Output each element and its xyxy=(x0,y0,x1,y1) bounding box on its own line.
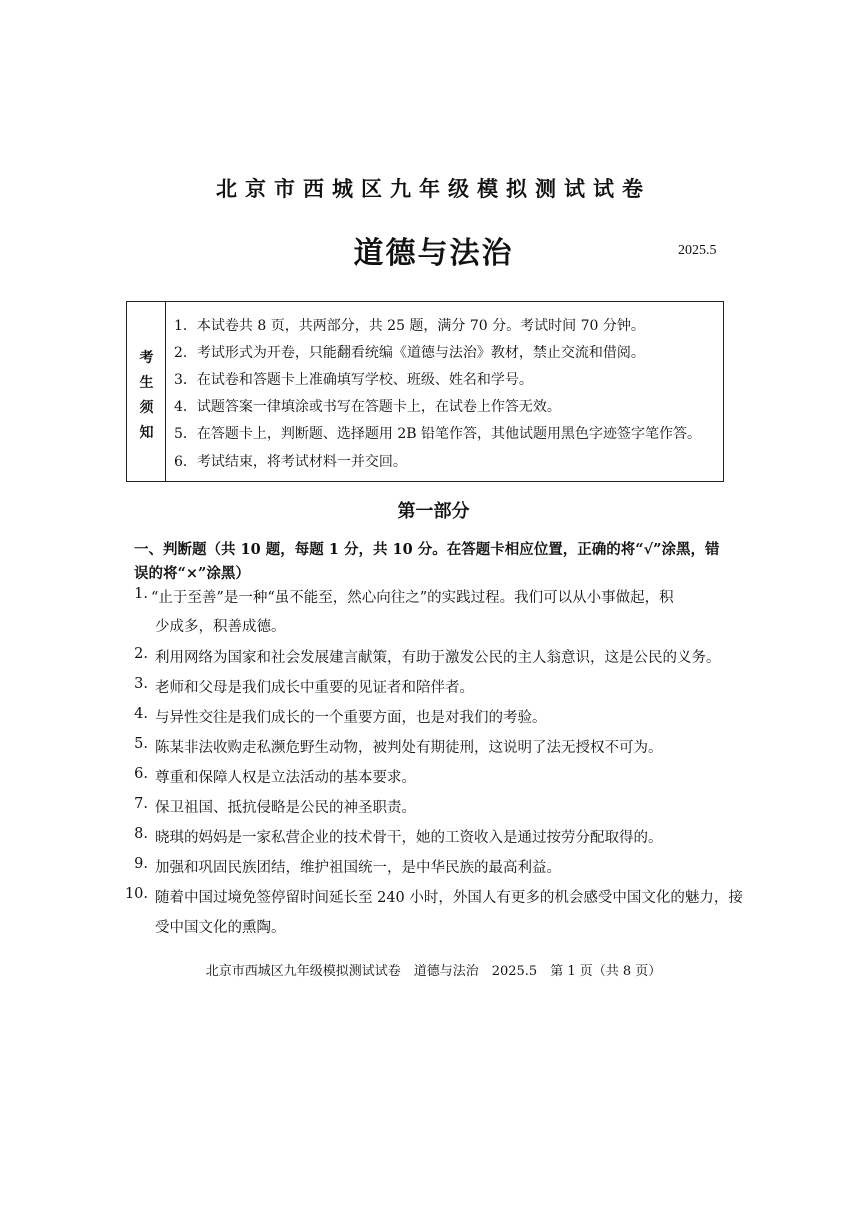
question-text: 陈某非法收购走私濒危野生动物，被判处有期徒刑，这说明了法无授权不可为。 xyxy=(155,740,663,756)
notice-label-column xyxy=(127,302,166,481)
question-number: 7. xyxy=(134,796,148,812)
question-number: 8. xyxy=(134,826,148,842)
notice-item: 4．试题答案一律填涂或书写在答题卡上，在试卷上作答无效。 xyxy=(174,399,561,415)
question-text: 晓琪的妈妈是一家私营企业的技术骨干，她的工资收入是通过按劳分配取得的。 xyxy=(155,830,663,846)
question-number: 4. xyxy=(134,706,148,722)
question-text: 加强和巩固民族团结，维护祖国统一，是中华民族的最高利益。 xyxy=(155,860,561,876)
notice-item: 5．在答题卡上，判断题、选择题用 2B 铅笔作答，其他试题用黑色字迹签字笔作答。 xyxy=(174,426,702,442)
question-text: 随着中国过境免签停留时间延长至 240 小时，外国人有更多的机会感受中国文化的魅力，接 xyxy=(155,890,743,906)
question-number: 3. xyxy=(134,676,148,692)
question-number: 10. xyxy=(124,886,148,902)
exam-title: 北京市西城区九年级模拟测试试卷 xyxy=(216,176,651,201)
question-number: 2. xyxy=(134,646,148,662)
question-number: 5. xyxy=(134,736,148,752)
question-number: 6. xyxy=(134,766,148,782)
exam-date: 2025.5 xyxy=(678,243,717,258)
question-number: 1. xyxy=(134,586,148,602)
section-heading: 一、判断题（共 10 题，每题 1 分，共 10 分。在答题卡相应位置，正确的将“√”涂黑，错 xyxy=(134,541,720,558)
question-text: 尊重和保障人权是立法活动的基本要求。 xyxy=(155,770,416,786)
section-heading-cont: 误的将“×”涂黑） xyxy=(134,565,250,582)
question-text: 与异性交往是我们成长的一个重要方面，也是对我们的考验。 xyxy=(155,710,547,726)
question-text: 老师和父母是我们成长中重要的见证者和陪伴者。 xyxy=(155,680,474,696)
exam-notice-box xyxy=(126,301,724,482)
notice-item: 1．本试卷共 8 页，共两部分，共 25 题，满分 70 分。考试时间 70 分钟。 xyxy=(174,318,645,334)
question-text: 保卫祖国、抵抗侵略是公民的神圣职责。 xyxy=(155,800,416,816)
question-number: 9. xyxy=(134,856,148,872)
notice-label-char: 知 xyxy=(139,425,154,441)
question-text-cont: 少成多，积善成德。 xyxy=(155,619,286,635)
notice-label-char: 须 xyxy=(139,400,154,416)
notice-item: 3．在试卷和答题卡上准确填写学校、班级、姓名和学号。 xyxy=(174,372,533,388)
notice-item: 6．考试结束，将考试材料一并交回。 xyxy=(174,454,407,470)
part-title: 第一部分 xyxy=(397,501,470,522)
page-footer: 北京市西城区九年级模拟测试试卷 道德与法治 2025.5 第 1 页（共 8 页） xyxy=(205,964,662,979)
notice-label-char: 生 xyxy=(139,375,154,391)
question-text: “止于至善”是一种“虽不能至，然心向往之”的实践过程。我们可以从小事做起，积 xyxy=(151,590,674,606)
notice-item: 2．考试形式为开卷，只能翻看统编《道德与法治》教材，禁止交流和借阅。 xyxy=(174,345,645,361)
notice-label-char: 考 xyxy=(139,350,154,366)
question-text-cont: 受中国文化的熏陶。 xyxy=(155,920,286,936)
subject-title: 道德与法治 xyxy=(353,236,514,271)
question-text: 利用网络为国家和社会发展建言献策，有助于激发公民的主人翁意识，这是公民的义务。 xyxy=(155,650,721,666)
